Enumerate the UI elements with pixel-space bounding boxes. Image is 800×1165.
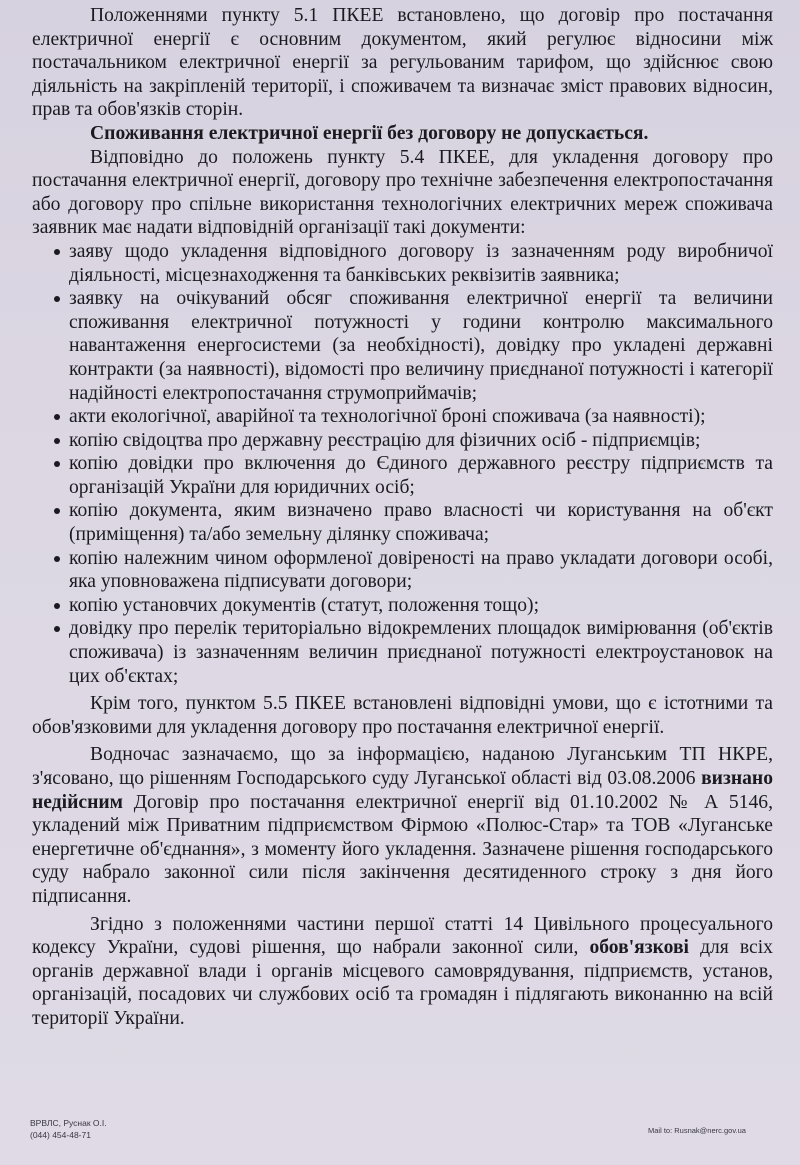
paragraph-required-documents: Відповідно до положень пункту 5.4 ПКЕЕ, для укладення договору про постачання електричної енергії, договору про технічне забезпечення електропостачання або договору про спільне використання технологічних електричних мереж споживача заявник має надати відповідній організації такі документи: [32,146,773,239]
paragraph-binding-decisions [32,913,773,1031]
paragraph-contract-basis: Положеннями пункту 5.1 ПКЕЕ встановлено, що договір про постачання електричної енергії є основним документом, який регулює відносини між постачальником електричної енергії за регульованим тарифом, що здійснює свою діяльність на закріпленій території, і споживачем та визначає зміст правових відносин, прав та обов'язків сторін. [32,5,773,121]
list-item [32,594,773,618]
invalidated-phrase: визнано недійсним [32,768,773,813]
footer-author-block [30,1117,107,1141]
list-item-text: довідку про перелік територіально відокремлених площадок вимірювання (об'єктів споживача) із зазначенням величин приєднаної потужності електроустановок на цих об'єктах; [69,618,773,687]
footer-mail: Mail to: Rusnak@nerc.gov.ua [648,1126,746,1135]
list-item [32,429,773,453]
bullet-icon [54,556,60,562]
bullet-icon [54,626,60,632]
paragraph-court-decision [32,743,773,908]
bullet-icon [54,414,60,420]
list-item [32,547,773,594]
list-item [32,617,773,688]
bullet-icon [54,603,60,609]
document-body [32,4,773,1031]
bullet-icon [54,249,60,255]
list-item [32,405,773,429]
court-decision-text-end: Договір про постачання електричної енергії від 01.10.2002 № А 5146, укладений між Приватним підприємством Фірмою «Полюс-Стар» та ТОВ «Луганське енергетичне об'єднання», з моменту його укладення. Зазначене рішення господарського суду набрало законної сили після закінчення десятиденного строку з дня його підписання. [32,791,773,907]
list-item-text: копію довідки про включення до Єдиного державного реєстру підприємств та організацій України для юридичних осіб; [69,453,773,498]
list-item [32,240,773,287]
paragraph-essential-conditions: Крім того, пунктом 5.5 ПКЕЕ встановлені відповідні умови, що є істотними та обов'язковими для укладення договору про постачання електричної енергії. [32,693,773,738]
binding-text-end: для всіх органів державної влади і органів місцевого самоврядування, підприємств, установ, організацій, посадових чи службових осіб та громадян і підлягають виконанню на всій території України. [32,937,773,1029]
bullet-icon [54,508,60,514]
list-item [32,287,773,405]
list-item-text: копію належним чином оформленої довіреності на право укладати договори особі, яка уповноважена підписувати договори; [69,547,773,593]
list-item-text: заявку на очікуваний обсяг споживання електричної енергії та величини споживання електричної потужності у години контролю максимального навантаження енергосистеми (за необхідності), довідку про укладені державні контракти (за наявності), відомості про величину приєднаної потужності і категорії надійності електропостачання струмоприймачів; [69,288,773,404]
list-item-text: заяву щодо укладення відповідного договору із зазначенням роду виробничої діяльності, місцезнаходження та банківських реквізитів заявника; [69,240,773,286]
bullet-icon [54,296,60,302]
required-documents-list [32,240,773,688]
bullet-icon [54,461,60,467]
footer-author: ВРВЛС, Руснак О.І. [30,1118,107,1128]
bold-statement: Споживання електричної енергії без договору не допускається. [90,122,649,144]
list-item [32,452,773,499]
list-item-text: копію установчих документів (статут, положення тощо); [69,594,540,616]
list-item [32,499,773,546]
mandatory-phrase: обов'язкові [589,937,689,959]
list-item-text: акти екологічної, аварійної та технологічної броні споживача (за наявності); [69,406,706,428]
bullet-icon [54,438,60,444]
court-decision-text-start: Водночас зазначаємо, що за інформацією, наданою Луганським ТП НКРЕ, з'ясовано, що рішенням Господарського суду Луганської області від 03.08.2006 [32,744,773,789]
list-item-text: копію документа, яким визначено право власності чи користування на об'єкт (приміщення) та/або земельну ділянку споживача; [69,500,773,546]
binding-text-start: Згідно з положеннями частини першої статті 14 Цивільного процесуального кодексу України, судові рішення, що набрали законної сили, [32,913,773,959]
footer-phone: (044) 454-48-71 [30,1130,91,1140]
list-item-text: копію свідоцтва про державну реєстрацію для фізичних осіб - підприємців; [69,429,701,451]
